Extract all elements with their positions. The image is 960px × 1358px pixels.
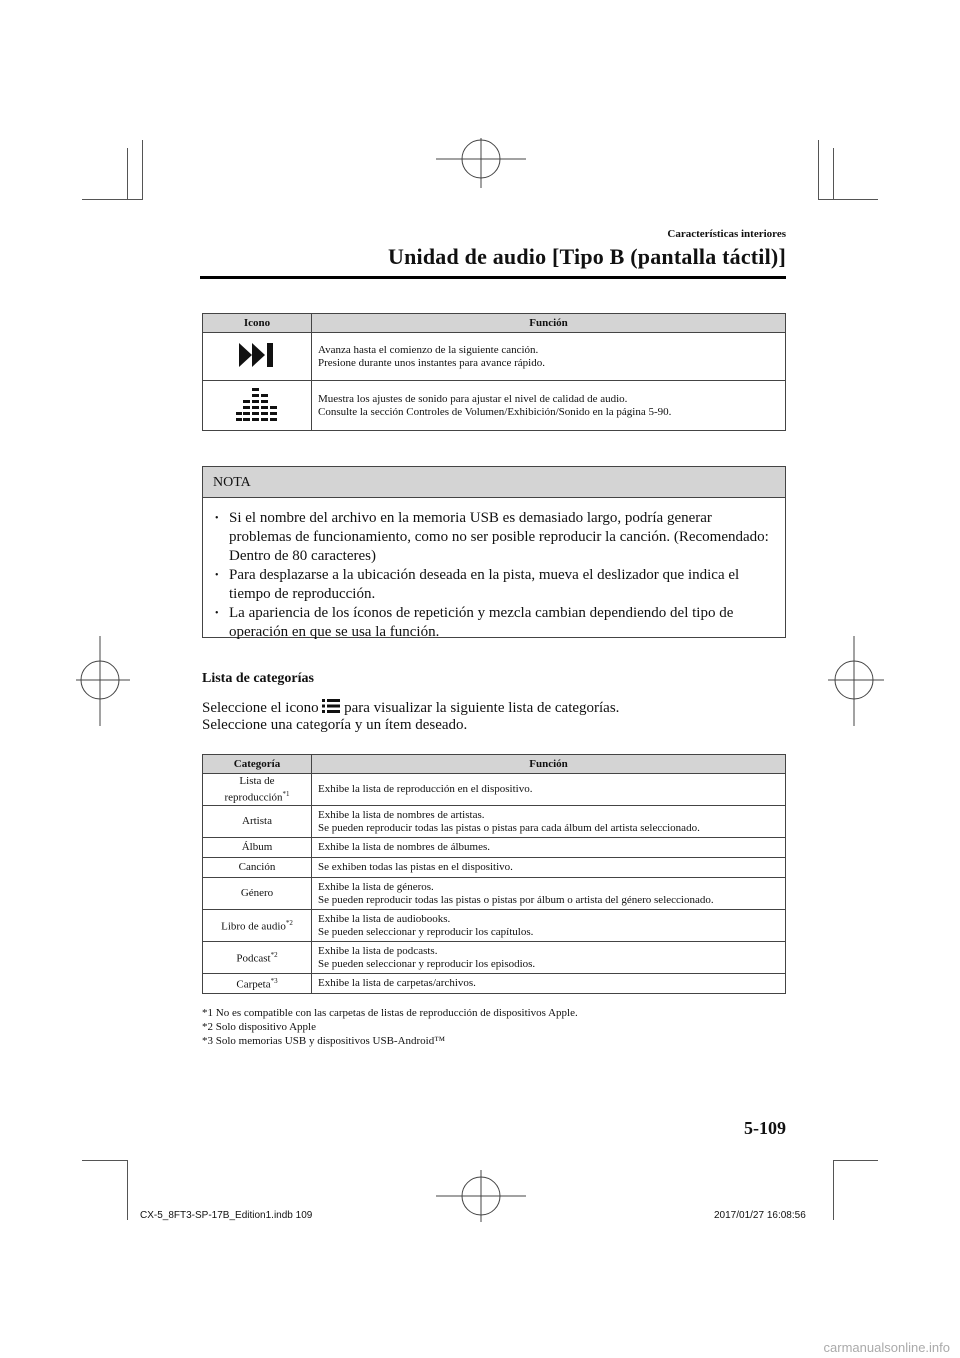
header-rule [200, 276, 786, 279]
note-box [202, 466, 786, 638]
category-table [202, 754, 786, 994]
table-row [203, 774, 786, 806]
note-title: NOTA [213, 475, 251, 490]
footnote: *3 Solo memorias USB y dispositivos USB-Android™ [202, 1035, 446, 1047]
column-header-icon: Icono [203, 314, 312, 333]
chapter-title: Unidad de audio [Tipo B (pantalla táctil)] [388, 244, 786, 269]
column-header-function: Función [312, 755, 786, 774]
skip-forward-icon [237, 342, 277, 368]
equalizer-icon-cell [203, 381, 312, 431]
table-row [203, 910, 786, 942]
registration-mark-right [828, 636, 884, 726]
registration-mark-bottom [436, 1170, 526, 1222]
note-item: • La apariencia de los íconos de repetición y mezcla cambian dependiendo del tipo de operación en que se usa la función. [215, 604, 775, 642]
category-cell: Lista de reproducción$^{*1}$ [203, 774, 312, 806]
function-cell: Avanza hasta el comienzo de la siguiente canción. Presione durante unos instantes para avance rápido. [312, 333, 786, 381]
table-row [203, 838, 786, 858]
function-cell: Muestra los ajustes de sonido para ajustar el nivel de calidad de audio. Consulte la sección Controles de Volumen/Exhibición/Sonido en la página 5-90. [312, 381, 786, 431]
watermark: carmanualsonline.info [823, 1340, 950, 1355]
table-row [203, 806, 786, 838]
category-cell: Libro de audio$^{*2}$ [203, 910, 312, 942]
category-cell: Género [203, 878, 312, 910]
function-cell: Exhibe la lista de audiobooks. Se pueden seleccionar y reproducir los capítulos. [312, 910, 786, 942]
categories-intro-line2: Seleccione una categoría y un ítem deseado. [202, 717, 468, 733]
function-cell: Exhibe la lista de podcasts. Se pueden seleccionar y reproducir los episodios. [312, 942, 786, 974]
registration-mark-top [436, 138, 526, 188]
footnote: *2 Solo dispositivo Apple [202, 1021, 316, 1033]
registration-mark-left [76, 636, 130, 726]
section-title: Características interiores [667, 228, 786, 240]
function-cell: Se exhiben todas las pistas en el dispositivo. [312, 858, 786, 878]
list-icon [322, 699, 340, 713]
function-cell: Exhibe la lista de nombres de álbumes. [312, 838, 786, 858]
table-header-row [203, 314, 786, 333]
category-cell: Canción [203, 858, 312, 878]
table-row [203, 333, 786, 381]
table-row [203, 974, 786, 994]
category-cell: Álbum [203, 838, 312, 858]
note-header [203, 467, 785, 498]
categories-heading: Lista de categorías [202, 671, 314, 686]
table-row [203, 878, 786, 910]
print-slug-timestamp: 2017/01/27 16:08:56 [714, 1210, 806, 1221]
column-header-function: Función [312, 314, 786, 333]
note-list [215, 509, 775, 642]
skip-forward-icon-cell [203, 333, 312, 381]
table-row [203, 942, 786, 974]
page-number: 5-109 [744, 1118, 786, 1138]
footnote: *1 No es compatible con las carpetas de listas de reproducción de dispositivos Apple. [202, 1007, 578, 1019]
note-item: • Para desplazarse a la ubicación deseada en la pista, mueva el deslizador que indica el tiempo de reproducción. [215, 566, 775, 604]
equalizer-icon [236, 387, 278, 421]
categories-intro: Seleccione el icono para visualizar la siguiente lista de categorías. [202, 700, 620, 716]
table-row [203, 381, 786, 431]
function-cell: Exhibe la lista de carpetas/archivos. [312, 974, 786, 994]
category-cell: Artista [203, 806, 312, 838]
category-cell: Carpeta$^{*3}$ [203, 974, 312, 994]
category-cell: Podcast$^{*2}$ [203, 942, 312, 974]
function-cell: Exhibe la lista de géneros. Se pueden reproducir todas las pistas o pistas por álbum o artista del género seleccionado. [312, 878, 786, 910]
table-row [203, 858, 786, 878]
print-slug-file: CX-5_8FT3-SP-17B_Edition1.indb 109 [140, 1210, 313, 1221]
note-item: • Si el nombre del archivo en la memoria USB es demasiado largo, podría generar problemas de funcionamiento, como no ser posible reproducir la canción. (Recomendado: Dentro de 80 caracteres) [215, 509, 775, 566]
column-header-category: Categoría [203, 755, 312, 774]
icon-function-table [202, 313, 786, 431]
function-cell: Exhibe la lista de reproducción en el dispositivo. [312, 774, 786, 806]
table-header-row [203, 755, 786, 774]
function-cell: Exhibe la lista de nombres de artistas. Se pueden reproducir todas las pistas o pistas para cada álbum del artista seleccionado. [312, 806, 786, 838]
